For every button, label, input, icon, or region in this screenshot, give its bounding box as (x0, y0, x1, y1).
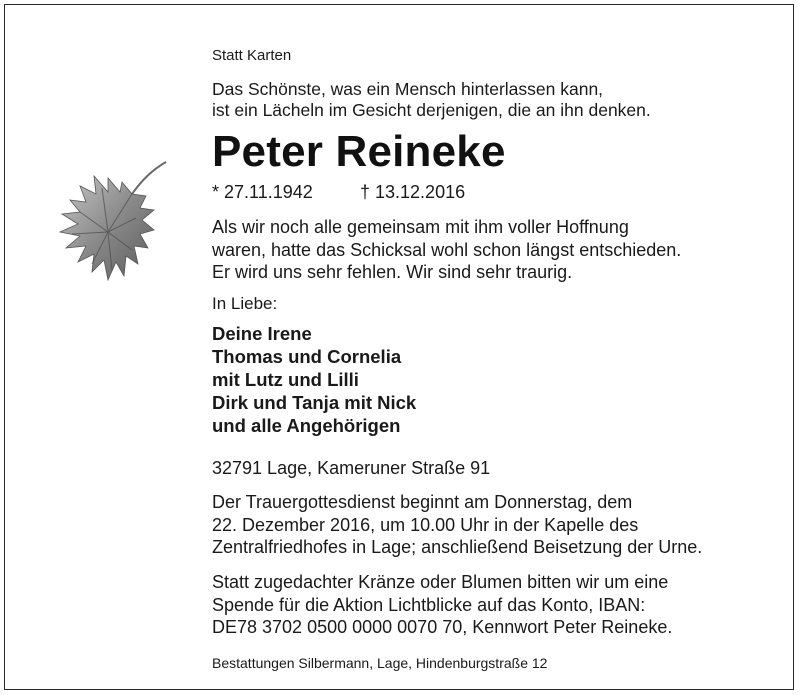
service-details (212, 491, 702, 559)
mourners-intro: In Liebe: (212, 294, 278, 313)
family-address: 32791 Lage, Kameruner Straße 91 (212, 458, 491, 478)
donation-line: DE78 3702 0500 0000 0070 70, Kennwort Peter Reineke. (212, 617, 673, 637)
mourner-name: Dirk und Tanja mit Nick (212, 392, 417, 413)
memorial-quote (212, 79, 651, 121)
donation-line: Statt zugedachter Kränze oder Blumen bitten wir um eine (212, 572, 669, 592)
death-date: † 13.12.2016 (360, 182, 466, 202)
funeral-home-footer: Bestattungen Silbermann, Lage, Hindenburgstraße 12 (212, 655, 548, 671)
deceased-name: Peter Reineke (212, 127, 506, 176)
mourner-name: mit Lutz und Lilli (212, 369, 359, 390)
quote-line: Das Schönste, was ein Mensch hinterlassen kann, (212, 79, 604, 99)
service-line: Zentralfriedhofes in Lage; anschließend Beisetzung der Urne. (212, 537, 703, 557)
life-dates (212, 181, 465, 203)
mourner-name: Thomas und Cornelia (212, 346, 402, 367)
donation-line: Spende für die Aktion Lichtblicke auf das Konto, IBAN: (212, 594, 646, 615)
message-text (212, 216, 681, 284)
mourners-list (212, 322, 416, 437)
statt-karten-label: Statt Karten (212, 47, 292, 64)
message-line: Als wir noch alle gemeinsam mit ihm voller Hoffnung (212, 217, 629, 237)
quote-line: ist ein Lächeln im Gesicht derjenigen, die an ihn denken. (212, 100, 651, 120)
birth-date: * 27.11.1942 (212, 182, 313, 202)
message-line: Er wird uns sehr fehlen. Wir sind sehr traurig. (212, 262, 573, 282)
mourner-name: und alle Angehörigen (212, 415, 401, 436)
maple-leaf-icon (36, 152, 186, 302)
donation-request (212, 571, 672, 639)
mourner-name: Deine Irene (212, 323, 312, 344)
service-line: Der Trauergottesdienst beginnt am Donnerstag, dem (212, 492, 633, 512)
service-line: 22. Dezember 2016, um 10.00 Uhr in der Kapelle des (212, 514, 639, 535)
message-line: waren, hatte das Schicksal wohl schon längst entschieden. (212, 239, 682, 260)
